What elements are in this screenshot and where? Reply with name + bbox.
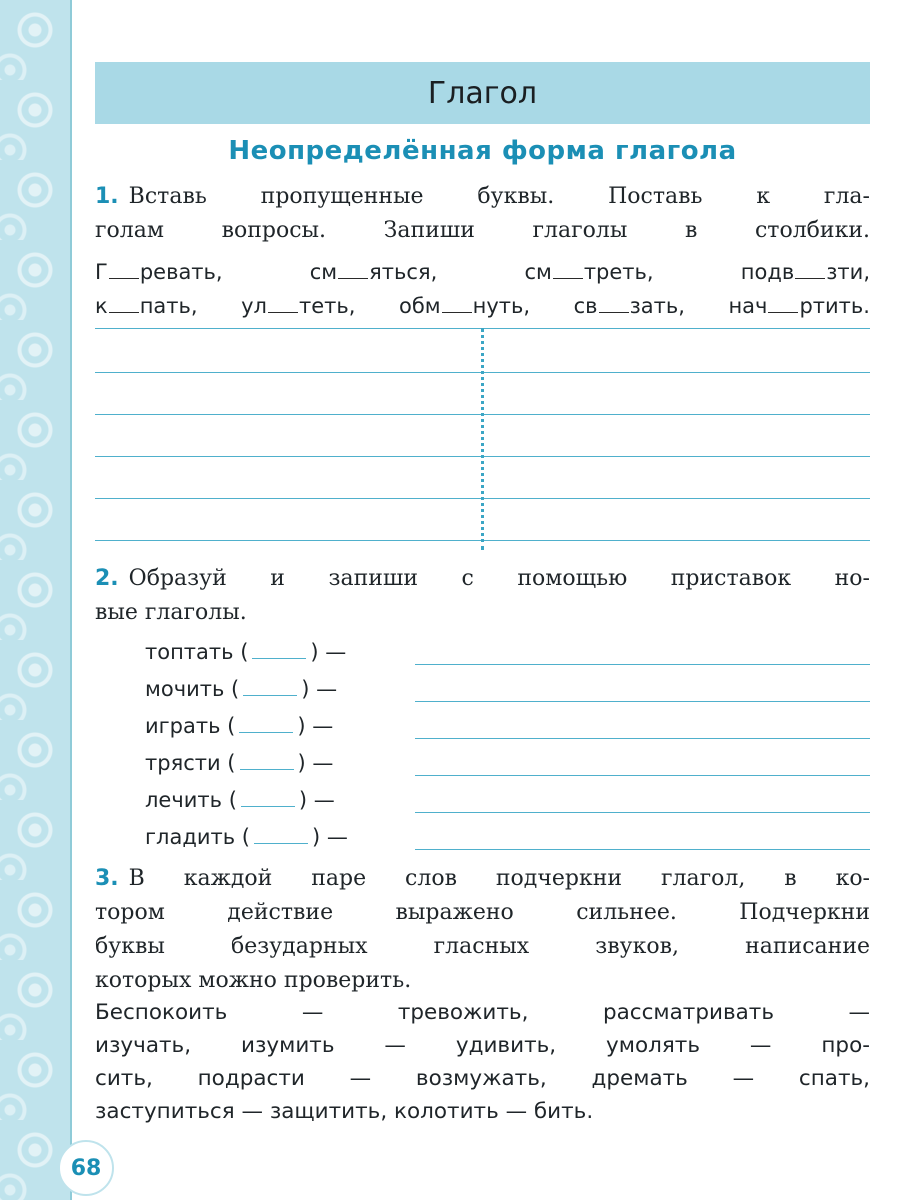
task-2-line-1: 2. Образуй и запиши с помощью приставок но- <box>95 566 870 591</box>
task-3-instructions <box>95 862 870 998</box>
prefix-blank[interactable] <box>239 714 293 733</box>
prefix-blank[interactable] <box>240 751 294 770</box>
task-2-instructions <box>95 562 870 630</box>
task-3-number: 3. <box>95 866 119 891</box>
letter-gap[interactable] <box>338 258 368 279</box>
word-with-gap: подв зти, <box>740 260 870 284</box>
letter-gap[interactable] <box>768 292 798 313</box>
task-3-text-line-4[interactable]: заступиться — защитить, колотить — бить. <box>95 1099 594 1124</box>
task-3-line-4: которых можно проверить. <box>95 968 412 993</box>
word-with-gap: Г ревать, <box>95 260 223 284</box>
dash: — <box>313 788 335 812</box>
task-3-line-1: 3. В каждой паре слов подчеркни глагол, в ко- <box>95 866 870 891</box>
word-with-gap: см треть, <box>524 260 654 284</box>
dash: — <box>312 751 334 775</box>
workbook-page <box>95 0 870 1200</box>
task-3-line-2: тором действие выражено сильнее. Подчеркни <box>95 900 870 925</box>
prefix-blank[interactable] <box>241 788 295 807</box>
base-verb: гладить <box>145 825 236 849</box>
word-with-gap: обм нуть, <box>398 294 531 318</box>
word-with-gap: см яться, <box>309 260 438 284</box>
chapter-banner <box>95 62 870 124</box>
verb-row: гладить ( ) — <box>145 821 870 855</box>
answer-line[interactable] <box>415 664 870 665</box>
verb-row: топтать ( ) — <box>145 636 870 670</box>
task-1-line-2: голам вопросы. Запиши глаголы в столбики. <box>95 218 870 243</box>
task-3-text-line-1[interactable]: Беспокоить — тревожить, рассматривать — <box>95 1000 870 1025</box>
letter-gap[interactable] <box>442 292 472 313</box>
base-verb: трясти <box>145 751 221 775</box>
section-title: Неопределённая форма глагола <box>228 136 737 166</box>
prefix-blank[interactable] <box>243 677 297 696</box>
letter-gap[interactable] <box>109 258 139 279</box>
task-3-text-line-3[interactable]: сить, подрасти — возмужать, дремать — спать, <box>95 1066 870 1091</box>
dash: — <box>312 714 334 738</box>
answer-line[interactable] <box>415 738 870 739</box>
base-verb: играть <box>145 714 221 738</box>
letter-gap[interactable] <box>795 258 825 279</box>
prefix-blank[interactable] <box>252 640 306 659</box>
word-with-gap: св зать, <box>573 294 685 318</box>
answer-line[interactable] <box>415 701 870 702</box>
verb-row: трясти ( ) — <box>145 747 870 781</box>
task-2-number: 2. <box>95 566 119 591</box>
answer-line[interactable] <box>415 849 870 850</box>
base-verb: лечить <box>145 788 223 812</box>
task-1-words-row-1 <box>95 258 870 284</box>
prefix-blank[interactable] <box>254 825 308 844</box>
task-1-words-row-2 <box>95 292 870 318</box>
dash: — <box>326 825 348 849</box>
letter-gap[interactable] <box>109 292 139 313</box>
task-1-instructions <box>95 180 870 248</box>
task-1-answer-columns[interactable] <box>95 328 870 550</box>
verb-row: лечить ( ) — <box>145 784 870 818</box>
decorative-border <box>0 0 72 1200</box>
word-with-gap: к пать, <box>95 294 198 318</box>
dash: — <box>316 677 338 701</box>
task-3-word-pairs <box>95 996 870 1128</box>
answer-line[interactable] <box>415 812 870 813</box>
page-number: 68 <box>58 1140 114 1196</box>
word-with-gap: нач ртить. <box>728 294 870 318</box>
word-with-gap: ул теть, <box>241 294 356 318</box>
chapter-title: Глагол <box>427 75 538 111</box>
task-2-line-2: вые глаголы. <box>95 600 247 625</box>
task-3-text-line-2[interactable]: изучать, изумить — удивить, умолять — про- <box>95 1033 870 1058</box>
letter-gap[interactable] <box>553 258 583 279</box>
base-verb: топтать <box>145 640 234 664</box>
dash: — <box>325 640 347 664</box>
letter-gap[interactable] <box>599 292 629 313</box>
task-1-number: 1. <box>95 184 119 209</box>
task-1-line-1: 1. Вставь пропущенные буквы. Поставь к гла- <box>95 184 870 209</box>
base-verb: мочить <box>145 677 225 701</box>
task-3-line-3: буквы безударных гласных звуков, написание <box>95 934 870 959</box>
verb-row: мочить ( ) — <box>145 673 870 707</box>
column-divider <box>481 328 484 550</box>
verb-row: играть ( ) — <box>145 710 870 744</box>
letter-gap[interactable] <box>268 292 298 313</box>
answer-line[interactable] <box>415 775 870 776</box>
